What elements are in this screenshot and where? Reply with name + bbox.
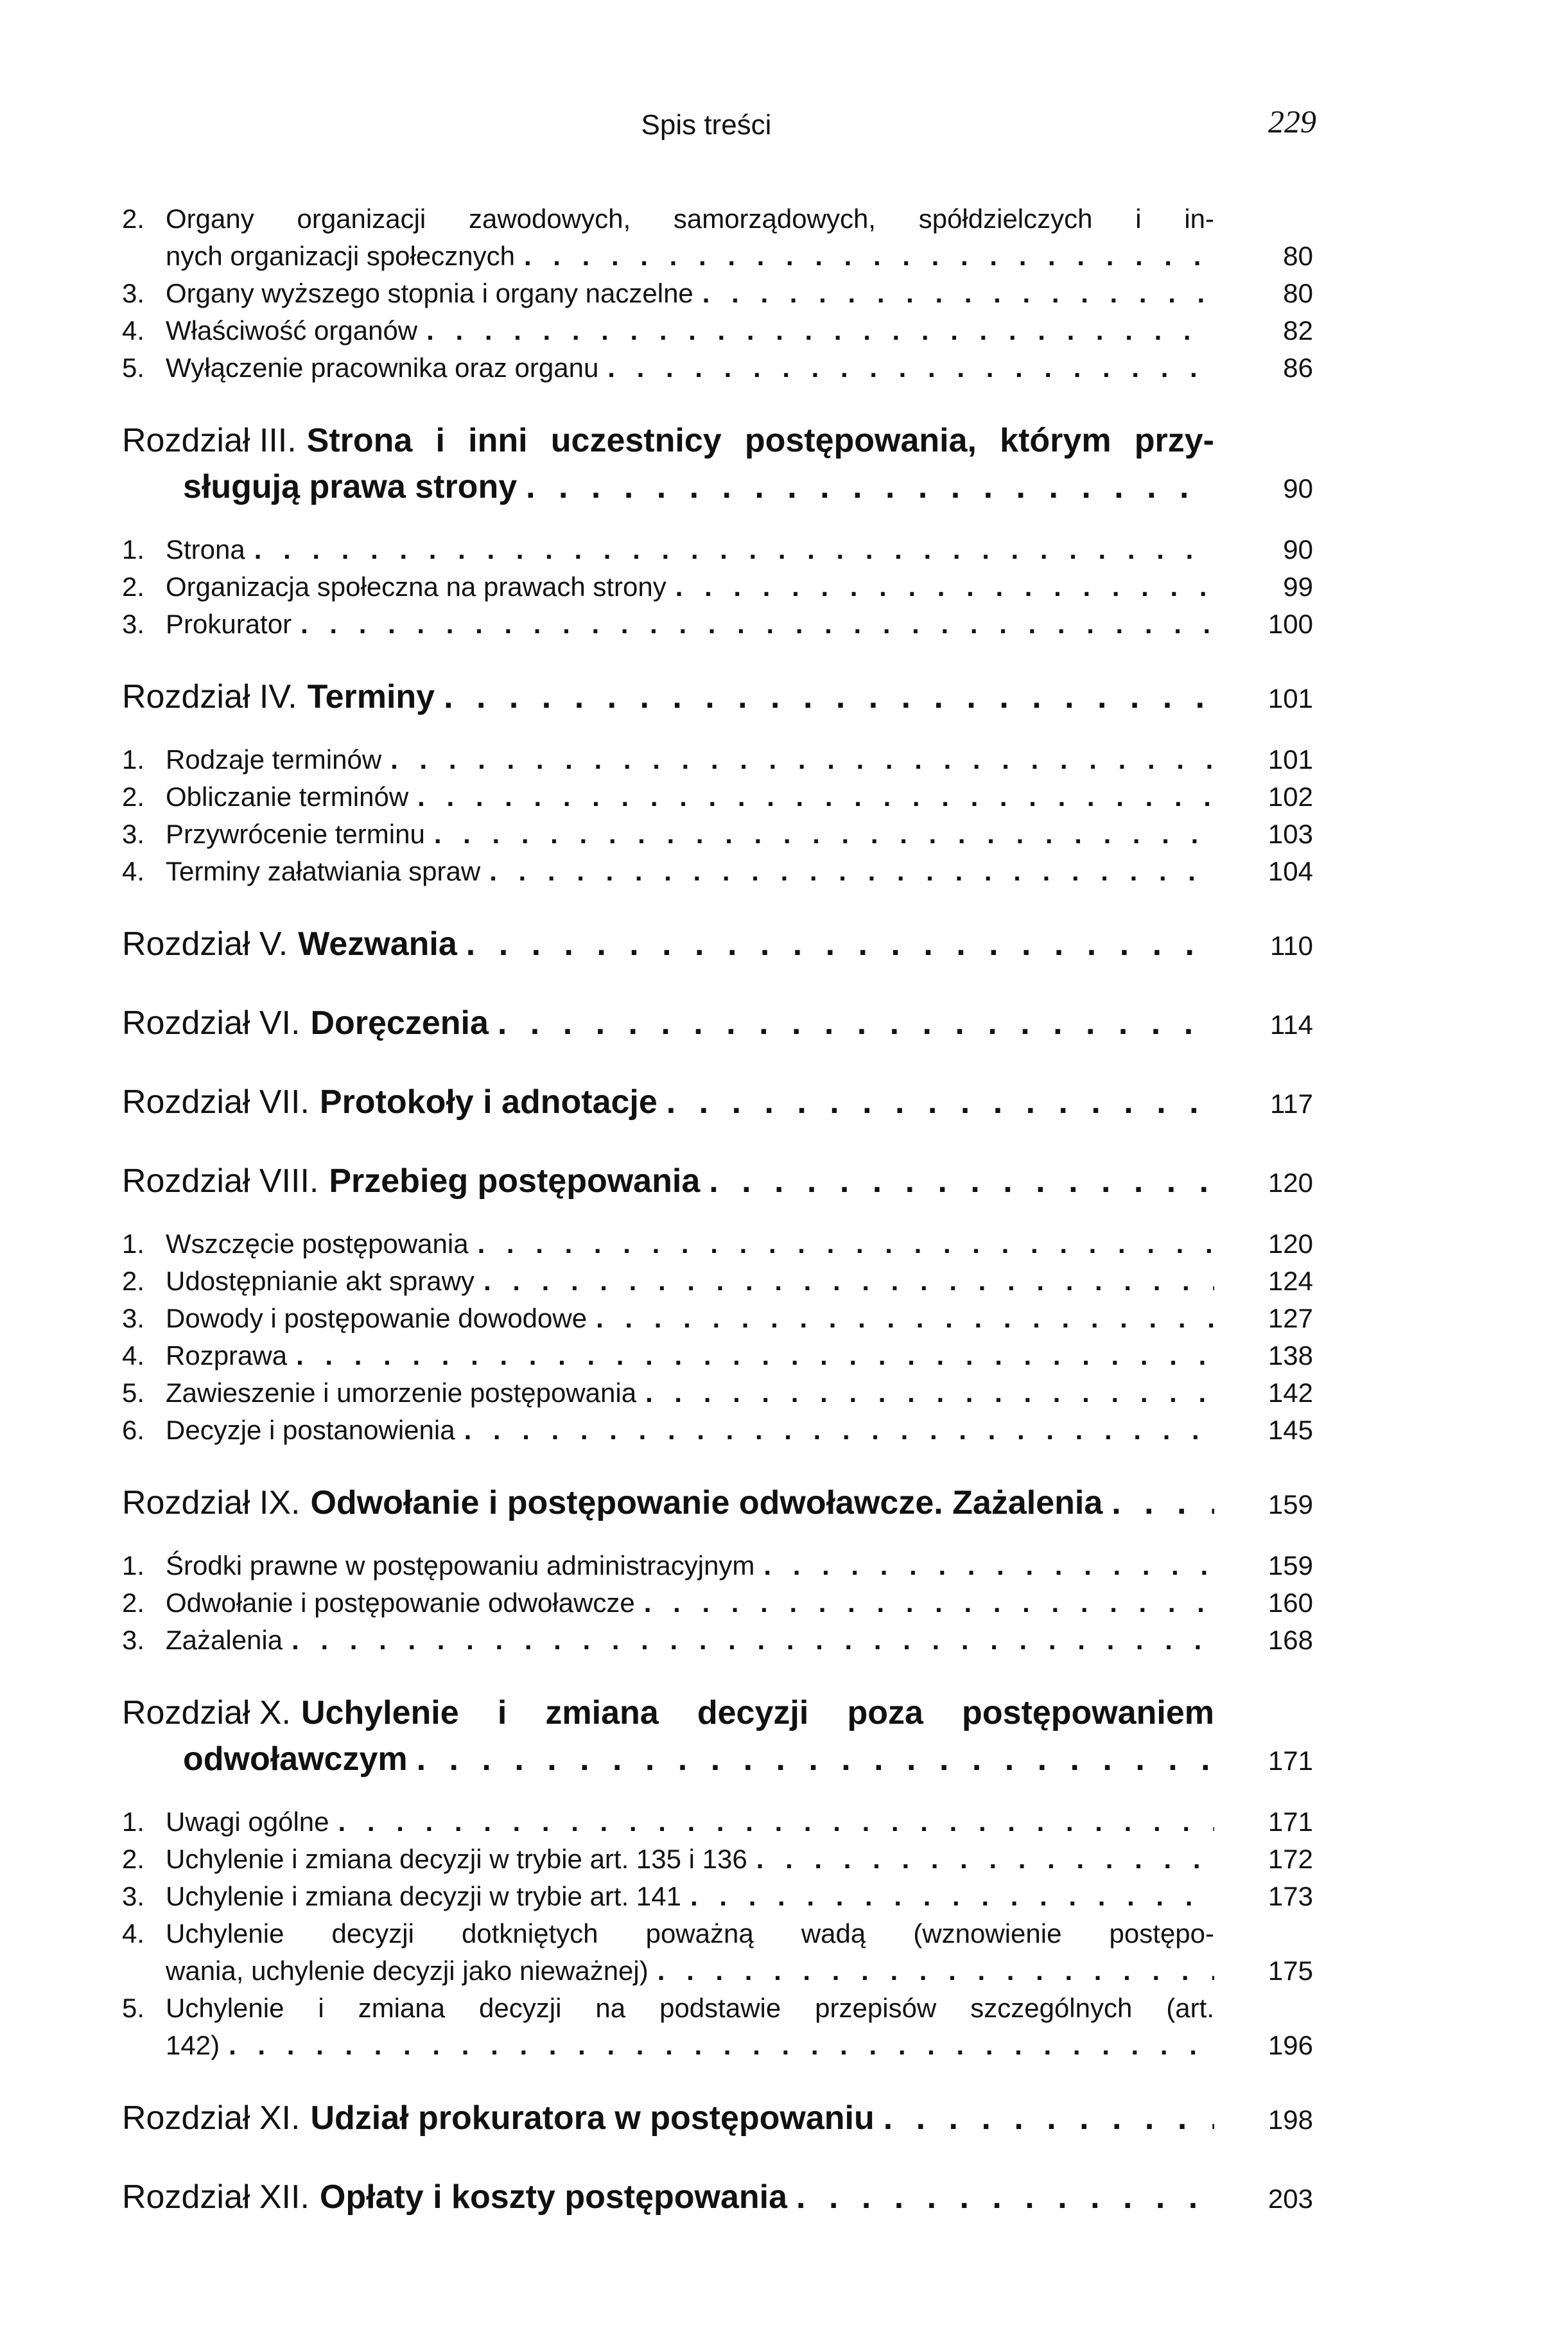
- dot-leader: [444, 674, 1214, 720]
- chapter-label: Rozdział X.: [122, 1694, 291, 1731]
- chapter-title-wrap: [122, 1158, 1223, 1204]
- entry-page: 90: [1283, 534, 1313, 565]
- toc-entry: [122, 1915, 1313, 1990]
- entry-title: Przywrócenie terminu: [166, 819, 425, 849]
- dot-leader: [756, 1841, 1214, 1878]
- toc-entry: [122, 1622, 1313, 1659]
- dot-leader: [644, 1584, 1214, 1622]
- entry-number: 5.: [122, 1378, 145, 1408]
- dot-leader: [301, 606, 1214, 643]
- entry-title-wrap: [166, 741, 1223, 778]
- entry-page: 82: [1283, 315, 1313, 346]
- entry-title-wrap: [166, 1878, 1223, 1915]
- chapter-title: Doręczenia: [310, 1004, 489, 1042]
- chapter-page: 101: [1267, 683, 1313, 714]
- entry-page: 160: [1267, 1588, 1313, 1618]
- entry-page: 196: [1267, 2030, 1313, 2060]
- chapter-title-wrap: [122, 1000, 1223, 1046]
- dot-leader: [338, 1803, 1214, 1841]
- entry-number: 1.: [122, 534, 145, 565]
- entry-title-wrap: [166, 778, 1223, 816]
- chapter-title: odwoławczym: [183, 1740, 408, 1778]
- entry-number: 1.: [122, 744, 145, 775]
- entry-page: 102: [1267, 782, 1313, 812]
- chapter-title-wrap: [122, 1480, 1223, 1526]
- toc-entry-line: [122, 1547, 1313, 1584]
- entry-number: 4.: [122, 1918, 145, 1949]
- dot-leader: [596, 1300, 1214, 1337]
- entry-title: Obliczanie terminów: [166, 782, 409, 812]
- toc-entry-line: [122, 1412, 1313, 1449]
- dot-leader: [607, 349, 1214, 387]
- entry-title: Właściwość organów: [166, 315, 418, 346]
- dot-leader: [417, 1736, 1214, 1782]
- chapter-entry: [122, 1480, 1313, 1528]
- entry-page: 171: [1267, 1807, 1313, 1837]
- entry-title-wrap: [166, 1412, 1223, 1449]
- toc-entry-line: [122, 1803, 1313, 1841]
- entry-title: Wyłączenie pracownika oraz organu: [166, 353, 599, 383]
- entry-title: Zawieszenie i umorzenie postępowania: [166, 1378, 637, 1408]
- chapter-line: [122, 2174, 1313, 2222]
- entry-title-wrap: [166, 816, 1223, 853]
- dot-leader: [675, 568, 1214, 606]
- entry-title-wrap: [166, 1300, 1223, 1337]
- chapter-line: [122, 1000, 1313, 1048]
- chapter-label: Rozdział XI.: [122, 2099, 301, 2137]
- toc-entry: [122, 275, 1313, 312]
- entry-page: 101: [1267, 744, 1313, 775]
- subsection-list: [122, 1547, 1313, 1659]
- chapter-line: [122, 2095, 1313, 2143]
- entry-page: 100: [1267, 609, 1313, 639]
- chapter-title: sługują prawa strony: [183, 468, 518, 505]
- subsection-list: [122, 1803, 1313, 2064]
- chapter-title: Protokoły i adnotacje: [319, 1083, 658, 1121]
- dot-leader: [478, 1225, 1214, 1263]
- entry-title-wrap: [166, 238, 1223, 275]
- toc-entry: [122, 1263, 1313, 1300]
- entry-page: 175: [1267, 1956, 1313, 1986]
- entry-title-wrap: [166, 1584, 1223, 1622]
- entry-number: 1.: [122, 1550, 145, 1581]
- chapter-title: Strona i inni uczestnicy postępowania, którym przy-: [306, 422, 1214, 459]
- chapter-label: Rozdział XII.: [122, 2178, 309, 2216]
- entry-page: 159: [1267, 1550, 1313, 1581]
- entry-title-wrap: [166, 1337, 1223, 1374]
- entry-title-wrap: [166, 1225, 1223, 1263]
- chapter-title-wrap: [183, 1736, 1223, 1782]
- entry-number: 3.: [122, 278, 145, 308]
- subsection-list: [122, 741, 1313, 890]
- entry-title: Rozprawa: [166, 1340, 288, 1371]
- entry-title: Odwołanie i postępowanie odwoławcze: [166, 1588, 635, 1618]
- chapter-page: 120: [1267, 1168, 1313, 1198]
- chapter-label: Rozdział III.: [122, 422, 297, 459]
- dot-leader: [796, 2174, 1214, 2220]
- dot-leader: [296, 1337, 1214, 1374]
- entry-number: 6.: [122, 1415, 145, 1445]
- chapter-title: Uchylenie i zmiana decyzji poza postępowaniem: [301, 1694, 1214, 1731]
- entry-page: 173: [1267, 1881, 1313, 1911]
- chapter-label: Rozdział V.: [122, 925, 288, 963]
- chapter-title-wrap: [122, 2174, 1223, 2220]
- subsection-list: [122, 200, 1313, 387]
- chapter-entry: [122, 1079, 1313, 1127]
- toc-entry-line: [122, 1622, 1313, 1659]
- dot-leader: [1111, 1480, 1214, 1526]
- toc-entry-line: [122, 1374, 1313, 1412]
- dot-leader: [702, 275, 1214, 312]
- chapter-page: 90: [1283, 473, 1313, 504]
- entry-title: Uchylenie i zmiana decyzji w trybie art. 141: [166, 1881, 682, 1911]
- toc-entry-line: [122, 312, 1313, 349]
- entry-title-wrap: [166, 349, 1223, 387]
- chapter-entry: [122, 921, 1313, 969]
- toc-entry-line: [122, 349, 1313, 387]
- entry-number: 2.: [122, 204, 145, 234]
- toc-entry-line: [122, 1841, 1313, 1878]
- entry-number: 2.: [122, 572, 145, 602]
- entry-title-wrap: [166, 1374, 1223, 1412]
- entry-title-wrap: [166, 1915, 1313, 1952]
- toc-entry: [122, 1412, 1313, 1449]
- toc-entry-line: [122, 1225, 1313, 1263]
- entry-title: 142): [166, 2030, 220, 2060]
- toc-entry-line: [122, 1337, 1313, 1374]
- dot-leader: [524, 238, 1214, 275]
- chapter-entry: [122, 674, 1313, 722]
- chapter-page: 159: [1267, 1489, 1313, 1520]
- chapter-title: Odwołanie i postępowanie odwoławcze. Zażalenia: [310, 1484, 1103, 1521]
- entry-title: Udostępnianie akt sprawy: [166, 1266, 475, 1296]
- entry-number: 4.: [122, 315, 145, 346]
- toc-entry-line: [122, 238, 1313, 275]
- entry-number: 3.: [122, 1625, 145, 1655]
- entry-page: 127: [1267, 1303, 1313, 1333]
- chapter-line: [122, 674, 1313, 722]
- dot-leader: [254, 531, 1214, 568]
- entry-title: Organy organizacji zawodowych, samorządowych, spółdzielczych i in-: [166, 204, 1214, 234]
- entry-page: 80: [1283, 278, 1313, 308]
- toc-entry: [122, 853, 1313, 890]
- toc-entry: [122, 1841, 1313, 1878]
- toc-entry-line: [122, 853, 1313, 890]
- entry-title: Dowody i postępowanie dowodowe: [166, 1303, 588, 1333]
- entry-number: 5.: [122, 353, 145, 383]
- dot-leader: [489, 853, 1214, 890]
- entry-title: Strona: [166, 534, 245, 565]
- chapter-title-wrap: [122, 417, 1313, 464]
- chapter-page: 198: [1267, 2105, 1313, 2135]
- dot-leader: [292, 1622, 1214, 1659]
- entry-page: 142: [1267, 1378, 1313, 1408]
- toc-entry: [122, 349, 1313, 387]
- dot-leader: [466, 921, 1214, 967]
- entry-title: Prokurator: [166, 609, 292, 639]
- chapter-label: Rozdział VII.: [122, 1083, 309, 1121]
- toc-entry-line: [122, 778, 1313, 816]
- toc-entry-line: [122, 1300, 1313, 1337]
- entry-title: Rodzaje terminów: [166, 744, 382, 775]
- entry-number: 2.: [122, 1844, 145, 1874]
- page-number: 229: [1268, 103, 1316, 139]
- chapter-entry: [122, 1000, 1313, 1048]
- entry-title: Organy wyższego stopnia i organy naczelne: [166, 278, 693, 308]
- entry-page: 120: [1267, 1229, 1313, 1259]
- entry-title: Decyzje i postanowienia: [166, 1415, 455, 1445]
- chapter-line: [122, 921, 1313, 969]
- entry-title-wrap: [166, 1841, 1223, 1878]
- entry-title: Organizacja społeczna na prawach strony: [166, 572, 666, 602]
- dot-leader: [464, 1412, 1214, 1449]
- chapter-label: Rozdział VIII.: [122, 1162, 319, 1200]
- chapter-page: 110: [1270, 931, 1313, 961]
- entry-title-wrap: [166, 1952, 1223, 1990]
- toc-entry: [122, 741, 1313, 778]
- dot-leader: [229, 2027, 1214, 2064]
- chapter-title: Udział prokuratora w postępowaniu: [310, 2099, 875, 2137]
- toc-entry: [122, 1225, 1313, 1263]
- entry-page: 138: [1267, 1340, 1313, 1371]
- entry-number: 4.: [122, 1340, 145, 1371]
- entry-title-wrap: [166, 1803, 1223, 1841]
- toc-entry-line: [122, 1915, 1313, 1952]
- toc-entry-line: [122, 2027, 1313, 2064]
- entry-number: 2.: [122, 1266, 145, 1296]
- dot-leader: [658, 1952, 1214, 1990]
- dot-leader: [526, 464, 1214, 510]
- chapter-title-wrap: [122, 1690, 1313, 1736]
- subsection-list: [122, 531, 1313, 643]
- entry-title-wrap: [166, 200, 1313, 238]
- toc-entry-line: [122, 275, 1313, 312]
- entry-title-wrap: [166, 1263, 1223, 1300]
- chapter-title-wrap: [122, 2095, 1223, 2141]
- entry-page: 99: [1283, 572, 1313, 602]
- toc-entry-line: [122, 200, 1313, 238]
- entry-number: 5.: [122, 1993, 145, 2023]
- chapter-entry: [122, 1158, 1313, 1206]
- entry-title-wrap: [166, 1622, 1223, 1659]
- dot-leader: [426, 312, 1214, 349]
- toc-entry-line: [122, 1952, 1313, 1990]
- chapter-title: Opłaty i koszty postępowania: [319, 2178, 788, 2216]
- toc-entry-line: [122, 816, 1313, 853]
- entry-title-wrap: [166, 606, 1223, 643]
- entry-number: 2.: [122, 782, 145, 812]
- chapter-title-wrap: [122, 1079, 1223, 1125]
- dot-leader: [645, 1374, 1214, 1412]
- toc-entry: [122, 1300, 1313, 1337]
- toc-entry-line: [122, 531, 1313, 568]
- dot-leader: [498, 1000, 1214, 1046]
- entry-page: 145: [1267, 1415, 1313, 1445]
- entry-number: 3.: [122, 819, 145, 849]
- chapter-line: [122, 464, 1313, 512]
- chapter-line: [122, 1079, 1313, 1127]
- toc-entry: [122, 1990, 1313, 2064]
- chapter-title: Wezwania: [298, 925, 457, 963]
- chapter-entry: [122, 1690, 1313, 1784]
- chapter-page: 114: [1270, 1010, 1313, 1040]
- chapter-line: [122, 1690, 1313, 1736]
- entry-title-wrap: [166, 312, 1223, 349]
- dot-leader: [483, 1263, 1214, 1300]
- entry-title: Uchylenie i zmiana decyzji w trybie art. 135 i 136: [166, 1844, 747, 1874]
- toc-entry: [122, 1337, 1313, 1374]
- entry-title-wrap: [166, 1990, 1313, 2027]
- entry-title-wrap: [166, 1547, 1223, 1584]
- chapter-page: 117: [1270, 1089, 1313, 1119]
- dot-leader: [763, 1547, 1214, 1584]
- entry-title: Uchylenie decyzji dotkniętych poważną wadą (wznowienie postępo-: [166, 1918, 1214, 1949]
- chapter-line: [122, 1480, 1313, 1528]
- chapter-entry: [122, 2095, 1313, 2143]
- entry-number: 3.: [122, 1881, 145, 1911]
- entry-page: 124: [1267, 1266, 1313, 1296]
- chapter-line: [122, 1158, 1313, 1206]
- entry-title: Uchylenie i zmiana decyzji na podstawie przepisów szczególnych (art.: [166, 1993, 1214, 2023]
- dot-leader: [434, 816, 1214, 853]
- dot-leader: [884, 2095, 1214, 2141]
- toc-entry-line: [122, 1584, 1313, 1622]
- entry-title-wrap: [166, 568, 1223, 606]
- entry-page: 80: [1283, 241, 1313, 271]
- entry-page: 103: [1267, 819, 1313, 849]
- toc-entry-line: [122, 568, 1313, 606]
- entry-title-wrap: [166, 531, 1223, 568]
- toc-entry: [122, 312, 1313, 349]
- entry-page: 104: [1267, 856, 1313, 886]
- entry-number: 4.: [122, 856, 145, 886]
- subsection-list: [122, 1225, 1313, 1449]
- entry-title: Zażalenia: [166, 1625, 283, 1655]
- toc-entry-line: [122, 1263, 1313, 1300]
- toc-entry: [122, 1803, 1313, 1841]
- entry-title: Środki prawne w postępowaniu administracyjnym: [166, 1550, 755, 1581]
- toc-entry: [122, 200, 1313, 275]
- chapter-title: Terminy: [307, 678, 435, 715]
- entry-title-wrap: [166, 853, 1223, 890]
- entry-title: Wszczęcie postępowania: [166, 1229, 469, 1259]
- toc-entry-line: [122, 1878, 1313, 1915]
- chapter-label: Rozdział IV.: [122, 678, 297, 715]
- toc-entry: [122, 531, 1313, 568]
- entry-number: 3.: [122, 609, 145, 639]
- running-header-title: Spis treści: [641, 109, 772, 141]
- entry-page: 168: [1267, 1625, 1313, 1655]
- entry-page: 86: [1283, 353, 1313, 383]
- entry-title: Uwagi ogólne: [166, 1807, 329, 1837]
- toc-entry-line: [122, 741, 1313, 778]
- toc-entry: [122, 1547, 1313, 1584]
- chapter-page: 203: [1267, 2184, 1313, 2214]
- entry-title-wrap: [166, 275, 1223, 312]
- toc-entry: [122, 778, 1313, 816]
- toc-entry: [122, 1584, 1313, 1622]
- toc-entry-line: [122, 606, 1313, 643]
- dot-leader: [666, 1079, 1214, 1125]
- chapter-label: Rozdział VI.: [122, 1004, 301, 1042]
- dot-leader: [390, 741, 1214, 778]
- entry-number: 1.: [122, 1807, 145, 1837]
- entry-page: 172: [1267, 1844, 1313, 1874]
- toc-entry: [122, 1374, 1313, 1412]
- dot-leader: [709, 1158, 1214, 1204]
- entry-title: nych organizacji społecznych: [166, 241, 515, 271]
- toc-entry-line: [122, 1990, 1313, 2027]
- dot-leader: [417, 778, 1214, 816]
- chapter-label: Rozdział IX.: [122, 1484, 301, 1521]
- toc-entry: [122, 1878, 1313, 1915]
- entry-number: 1.: [122, 1229, 145, 1259]
- chapter-title-wrap: [122, 921, 1223, 967]
- toc-entry: [122, 816, 1313, 853]
- chapter-title-wrap: [183, 464, 1223, 510]
- dot-leader: [690, 1878, 1214, 1915]
- toc-entry: [122, 568, 1313, 606]
- chapter-page: 171: [1267, 1746, 1313, 1776]
- chapter-line: [122, 1736, 1313, 1784]
- entry-title: wania, uchylenie decyzji jako nieważnej): [166, 1956, 649, 1986]
- chapter-entry: [122, 2174, 1313, 2222]
- entry-title-wrap: [166, 2027, 1223, 2064]
- chapter-title: Przebieg postępowania: [329, 1162, 701, 1200]
- entry-number: 3.: [122, 1303, 145, 1333]
- toc-entry: [122, 606, 1313, 643]
- chapter-entry: [122, 417, 1313, 512]
- entry-number: 2.: [122, 1588, 145, 1618]
- table-of-contents: [122, 200, 1313, 2222]
- chapter-line: [122, 417, 1313, 464]
- chapter-title-wrap: [122, 674, 1223, 720]
- entry-title: Terminy załatwiania spraw: [166, 856, 481, 886]
